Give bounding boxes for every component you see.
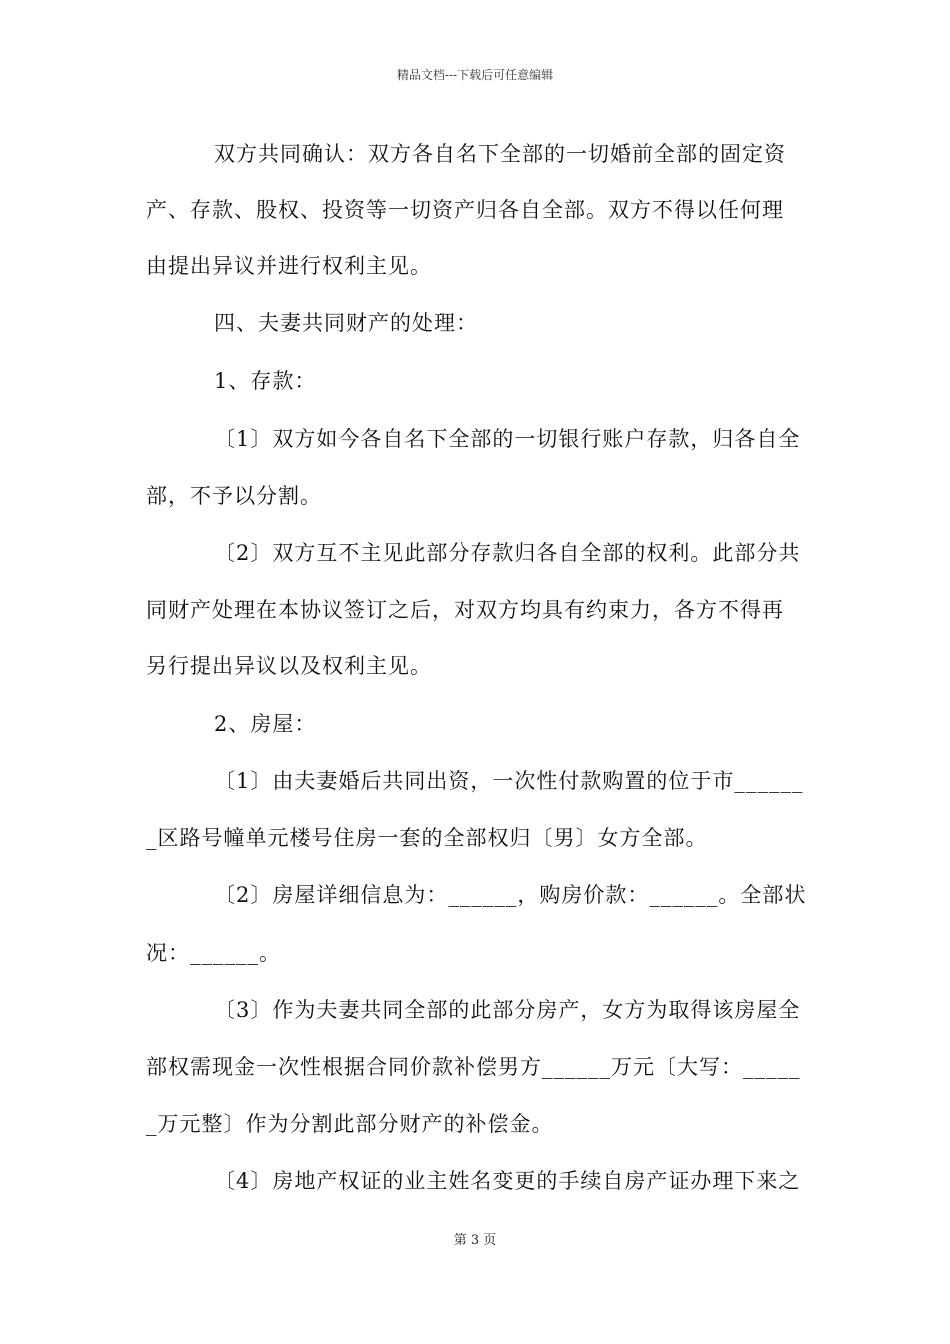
paragraph-line: 〔3〕作为夫妻共同全部的此部分房产，女方为取得该房屋全 (214, 998, 801, 1022)
paragraph-line: 〔1〕双方如今各自名下全部的一切银行账户存款，归各自全 (214, 427, 801, 451)
paragraph-line: 况：______。 (146, 941, 281, 965)
paragraph-line: _区路号幢单元楼号住房一套的全部权归〔男〕女方全部。 (146, 826, 708, 850)
paragraph-line: 另行提出异议以及权利主见。 (146, 654, 432, 678)
paragraph-line: 由提出异议并进行权利主见。 (146, 254, 432, 278)
paragraph-line: 产、存款、股权、投资等一切资产归各自全部。双方不得以任何理 (146, 198, 784, 222)
paragraph-line: 双方共同确认：双方各自名下全部的一切婚前全部的固定资 (214, 142, 786, 166)
paragraph-line: 〔2〕双方互不主见此部分存款归各自全部的权利。此部分共 (214, 541, 801, 565)
paragraph-line: 〔2〕房屋详细信息为：______，购房价款：______。全部状 (214, 883, 807, 907)
subsection-heading: 1、存款： (214, 369, 317, 393)
paragraph-line: 部权需现金一次性根据合同价款补偿男方______万元〔大写：_____ (146, 1055, 801, 1079)
paragraph-line: 〔1〕由夫妻婚后共同出资，一次性付款购置的位于市______ (214, 769, 804, 793)
section-heading: 四、夫妻共同财产的处理： (214, 311, 478, 335)
page-header: 精品文档---下载后可任意编辑 (396, 68, 554, 82)
paragraph-line: 同财产处理在本协议签订之后，对双方均具有约束力，各方不得再 (146, 598, 784, 622)
paragraph-line: 〔4〕房地产权证的业主姓名变更的手续自房产证办理下来之 (214, 1169, 801, 1193)
paragraph-line: 部，不予以分割。 (146, 484, 322, 508)
page-number: 第 3 页 (453, 1233, 497, 1248)
subsection-heading: 2、房屋： (214, 712, 317, 736)
paragraph-line: _万元整〕作为分割此部分财产的补偿金。 (146, 1112, 554, 1136)
